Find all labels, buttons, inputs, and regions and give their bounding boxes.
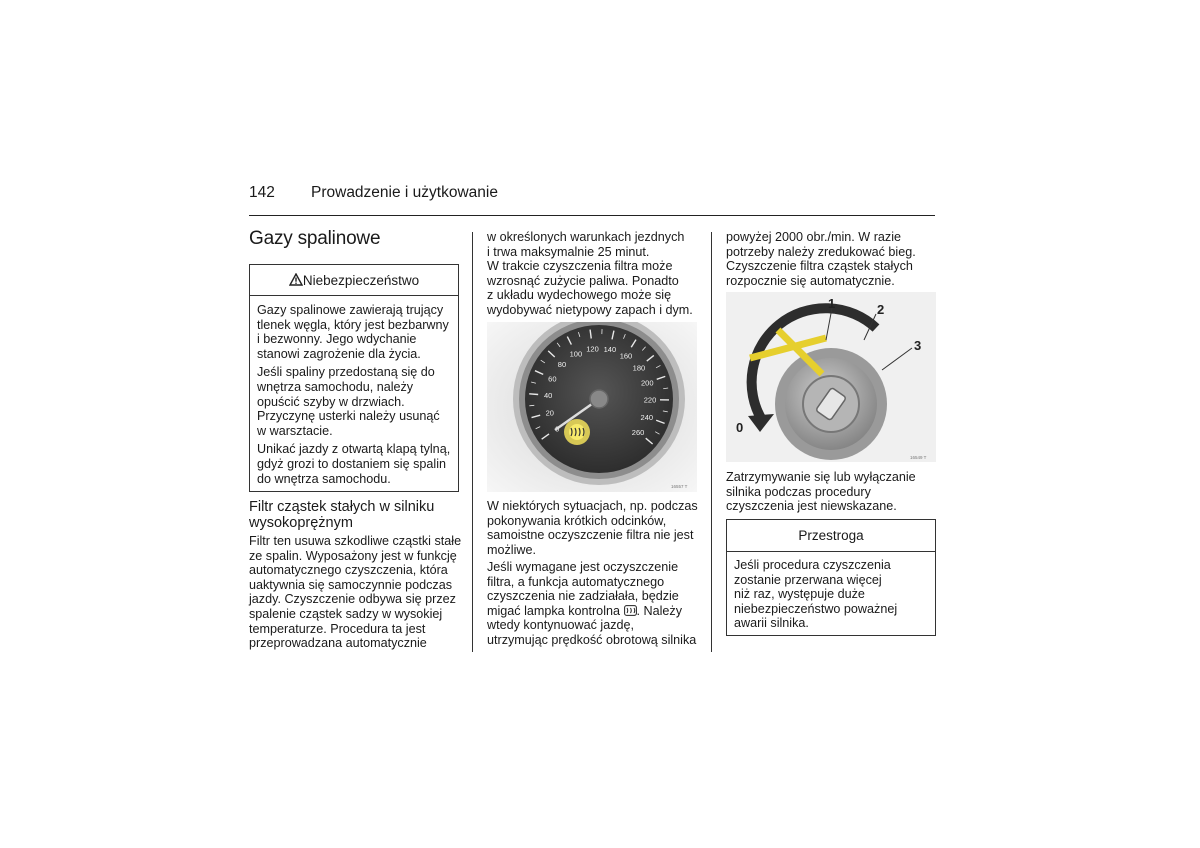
speedometer-tick-label: 60 — [548, 374, 557, 384]
text-line: tlenek węgla, który jest bezbarwny — [257, 317, 449, 332]
col3-paragraph-1: powyżej 2000 obr./min. W razie potrzeby należy zredukować bieg. Czyszczenie filtra cząstek stałych rozpocznie się automatycznie. — [726, 230, 916, 288]
speedometer-tick-label: 240 — [640, 412, 654, 422]
warning-triangle-icon — [289, 273, 303, 286]
label-3: 3 — [914, 338, 922, 353]
subsection-title: Filtr cząstek stałych w silniku wysokoprężnym — [249, 499, 435, 531]
label-0: 0 — [736, 420, 744, 435]
col2-paragraph-1: w określonych warunkach jezdnych i trwa maksymalnie 25 minut. W trakcie czyszczenia filtra może wzrosnąć zużycie paliwa. Ponadto z układu wydechowego może się wydobywać nietypowy zapach i dym. — [487, 230, 693, 317]
paragraph — [257, 442, 451, 486]
text-line: automatycznego czyszczenia, która — [249, 563, 448, 578]
section-title: Gazy spalinowe — [249, 228, 381, 249]
text-line: stanowi zagrożenie dla życia. — [257, 346, 421, 361]
speedometer-tick — [529, 394, 538, 395]
text-line: jazdy. Czyszczenie odbywa się przez — [249, 592, 456, 607]
speedometer-tick-label: 200 — [641, 378, 654, 388]
caution-box — [726, 519, 936, 636]
figure-id: 16549 T — [910, 455, 927, 460]
text-line: przeprowadzana automatycznie — [249, 636, 427, 651]
danger-box-body — [250, 296, 458, 497]
needle-hub — [590, 390, 608, 408]
danger-box — [249, 264, 459, 492]
speedometer-figure — [487, 322, 697, 492]
danger-box-header — [250, 265, 458, 296]
caution-box-title: Przestroga — [798, 528, 864, 543]
speedometer-tick-label: 40 — [543, 391, 553, 401]
text-line: do wnętrza samochodu. — [257, 471, 391, 486]
caution-box-body: Jeśli procedura czyszczenia zostanie przerwana więcej niż raz, występuje duże niebezpieczeństwo poważnej awarii silnika. — [734, 558, 898, 631]
text-line: gdyż grozi to dostaniem się spalin — [257, 456, 447, 471]
text-line: Filtr ten usuwa szkodliwe cząstki stałe — [249, 534, 462, 548]
column-separator — [472, 232, 473, 652]
label-1: 1 — [828, 296, 836, 311]
col2-paragraph-3: Jeśli wymagane jest oczyszczenie filtra, a funkcja automatycznego czyszczenia nie zadziałała, będzie migać lampka kontrolna . Należy wtedy kontynuować jazdę, utrzymując prędkość obrotową silnika — [487, 560, 697, 647]
paragraph — [257, 365, 451, 438]
text-line: w warsztacie. — [257, 423, 333, 438]
caution-box-header — [727, 520, 935, 552]
speedometer-tick-label: 220 — [643, 395, 657, 405]
dpf-warning-light-icon — [564, 419, 590, 445]
danger-box-title: Niebezpieczeństwo — [302, 273, 420, 288]
body-text — [249, 534, 464, 651]
ignition-switch-illustration — [726, 292, 936, 462]
ignition-switch-figure — [726, 292, 936, 462]
text-line: Unikać jazdy z otwartą klapą tylną, — [257, 442, 451, 457]
speedometer-tick-label: 20 — [545, 408, 554, 418]
text-line: uaktywnia się samoczynnie podczas — [249, 577, 453, 592]
speedometer-tick-label: 100 — [569, 349, 583, 359]
text-line: Przyczynę usterki należy usunąć — [257, 409, 440, 424]
speedometer-tick-label: 160 — [619, 351, 633, 361]
text-line: Gazy spalinowe zawierają trujący — [257, 303, 444, 317]
text-line: Jeśli spaliny przedostaną się do — [257, 365, 435, 380]
text-line: ze spalin. Wyposażony jest w funkcję — [249, 548, 457, 563]
col3-paragraph-2: Zatrzymywanie się lub wyłączanie silnika podczas procedury czyszczenia jest niewskazane. — [726, 470, 916, 514]
column-separator — [711, 232, 712, 652]
header-rule — [249, 215, 935, 216]
speedometer-tick-label: 180 — [632, 363, 646, 373]
text-line: i bezwonny. Jego wdychanie — [257, 332, 417, 347]
speedometer-tick-label: 140 — [603, 345, 617, 355]
label-2: 2 — [877, 302, 885, 317]
figure-id: 16557 T — [671, 484, 688, 489]
page-number: 142 — [249, 184, 275, 201]
speedometer-illustration — [487, 322, 697, 492]
paragraph — [257, 303, 451, 361]
speedometer-tick-label: 80 — [557, 359, 567, 369]
speedometer-tick-label: 260 — [631, 427, 645, 437]
col2-paragraph-2: W niektórych sytuacjach, np. podczas pokonywania krótkich odcinków, samoistne oczyszczenie filtra nie jest możliwe. — [487, 499, 698, 557]
speedometer-tick-label: 120 — [586, 344, 599, 354]
text-line: opuścić szyby w drzwiach. — [257, 394, 405, 409]
text-line: spalenie cząstek sadzy w wysokiej — [249, 606, 443, 621]
chapter-title: Prowadzenie i użytkowanie — [311, 184, 498, 201]
dpf-control-lamp-icon — [624, 605, 637, 616]
text-line: wnętrza samochodu, należy — [257, 379, 414, 394]
text-line: temperaturze. Procedura ta jest — [249, 621, 426, 636]
